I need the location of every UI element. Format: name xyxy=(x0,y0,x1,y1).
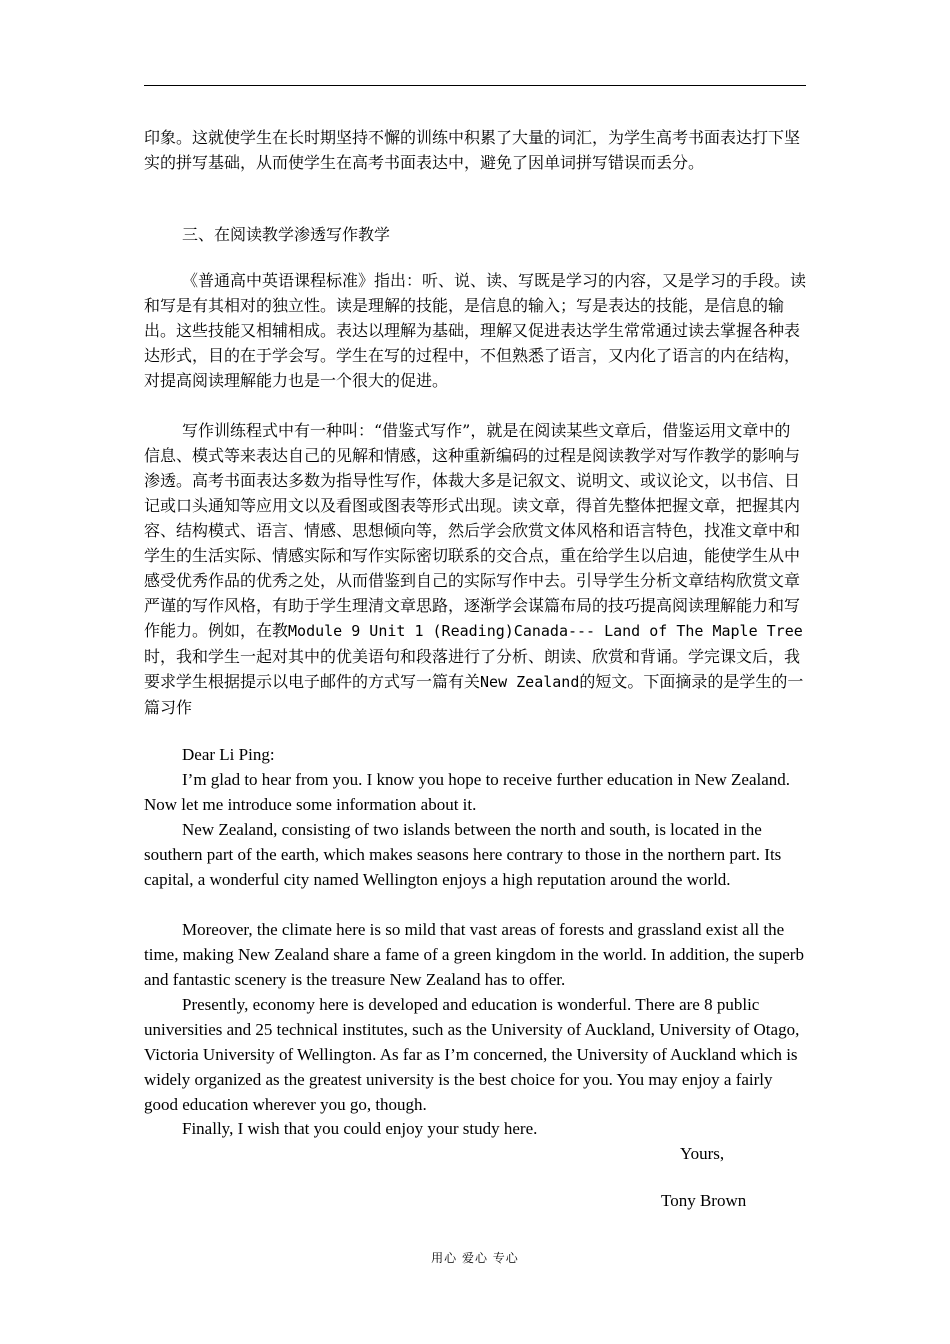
letter-signature: Tony Brown xyxy=(661,1191,747,1210)
country-reference: New Zealand xyxy=(480,673,580,691)
paragraph-reference-writing-text: 写作训练程式中有一种叫：“借鉴式写作”，就是在阅读某些文章后，借鉴运用文章中的信息、模式等来表达自己的见解和情感，这种重新编码的过程是阅读教学对写作教学的影响与渗透。高考书面表达多数为指导性写作，体裁大多是记叙文、说明文、或议论文，以书信、日记或口头通知等应用文以及看图或图表等形式出现。读文章，得首先整体把握文章，把握其内容、结构模式、语言、情感、思想倾向等，然后学会欣赏文体风格和语言特色，找准文章中和学生的生活实际、情感实际和写作实际密切联系的交合点，重在给学生以启迪，能使学生从中感受优秀作品的优秀之处，从而借鉴到自己的实际写作中去。引导学生分析文章结构欣赏文章严谨的写作风格，有助于学生理清文章思路，逐渐学会谋篇布局的技巧提高阅读理解能力和写作能力。例如，在教 xyxy=(144,421,801,640)
letter-paragraph-2: New Zealand, consisting of two islands between the north and south, is located in the southern part of the earth, which makes seasons here contrary to those in the northern part. Its capital, a wonderful city named Wellington enjoys a high reputation around the world. xyxy=(144,820,782,889)
letter-greeting: Dear Li Ping: xyxy=(182,745,275,764)
letter-paragraph-5: Finally, I wish that you could enjoy your study here. xyxy=(182,1119,538,1138)
section-heading: 三、在阅读教学渗透写作教学 xyxy=(182,225,391,244)
letter-paragraph-4: Presently, economy here is developed and education is wonderful. There are 8 public universities and 25 technical institutes, such as the University of Auckland, University of Otago, Victoria University of Wellington. As far as I’m concerned, the University of Auckland which is widely organized as the greatest university is the best choice for you. You may enjoy a fairly good education wherever you go, though. xyxy=(144,995,800,1114)
paragraph-reference-writing-text-3: 的短文。下面摘录的是学生的一篇习作 xyxy=(144,672,804,717)
paragraph-reference-writing-text-2: 时，我和学生一起对其中的优美语句和段落进行了分析、朗读、欣赏和背诵。学完课文后，我要求学生根据提示以电子邮件的方式写一篇有关 xyxy=(144,647,801,691)
intro-paragraph: 印象。这就使学生在长时期坚持不懈的训练中积累了大量的词汇，为学生高考书面表达打下坚实的拼写基础，从而使学生在高考书面表达中，避免了因单词拼写错误而丢分。 xyxy=(144,128,801,172)
page-footer: 用心 爱心 专心 xyxy=(431,1251,519,1265)
paragraph-curriculum-standard: 《普通高中英语课程标准》指出：听、说、读、写既是学习的内容，又是学习的手段。读和写是有其相对的独立性。读是理解的技能，是信息的输入；写是表达的技能，是信息的输出。这些技能又相辅相成。表达以理解为基础，理解又促进表达学生常常通过读去掌握各种表达形式，目的在于学会写。学生在写的过程中，不但熟悉了语言，又内化了语言的内在结构，对提高阅读理解能力也是一个很大的促进。 xyxy=(144,271,807,390)
letter-closing: Yours, xyxy=(680,1144,725,1163)
module-reference: Module 9 Unit 1 (Reading)Canada--- Land of The Maple Tree xyxy=(288,622,803,640)
letter-paragraph-3: Moreover, the climate here is so mild that vast areas of forests and grassland exist all the time, making New Zealand share a fame of a green kingdom in the world. In addition, the superb and fantastic scenery is the treasure New Zealand has to offer. xyxy=(144,920,804,989)
header-rule xyxy=(144,85,806,86)
letter-paragraph-1: I’m glad to hear from you. I know you hope to receive further education in New Zealand. Now let me introduce some information about it. xyxy=(144,770,791,814)
paragraph-reference-writing xyxy=(144,418,806,720)
